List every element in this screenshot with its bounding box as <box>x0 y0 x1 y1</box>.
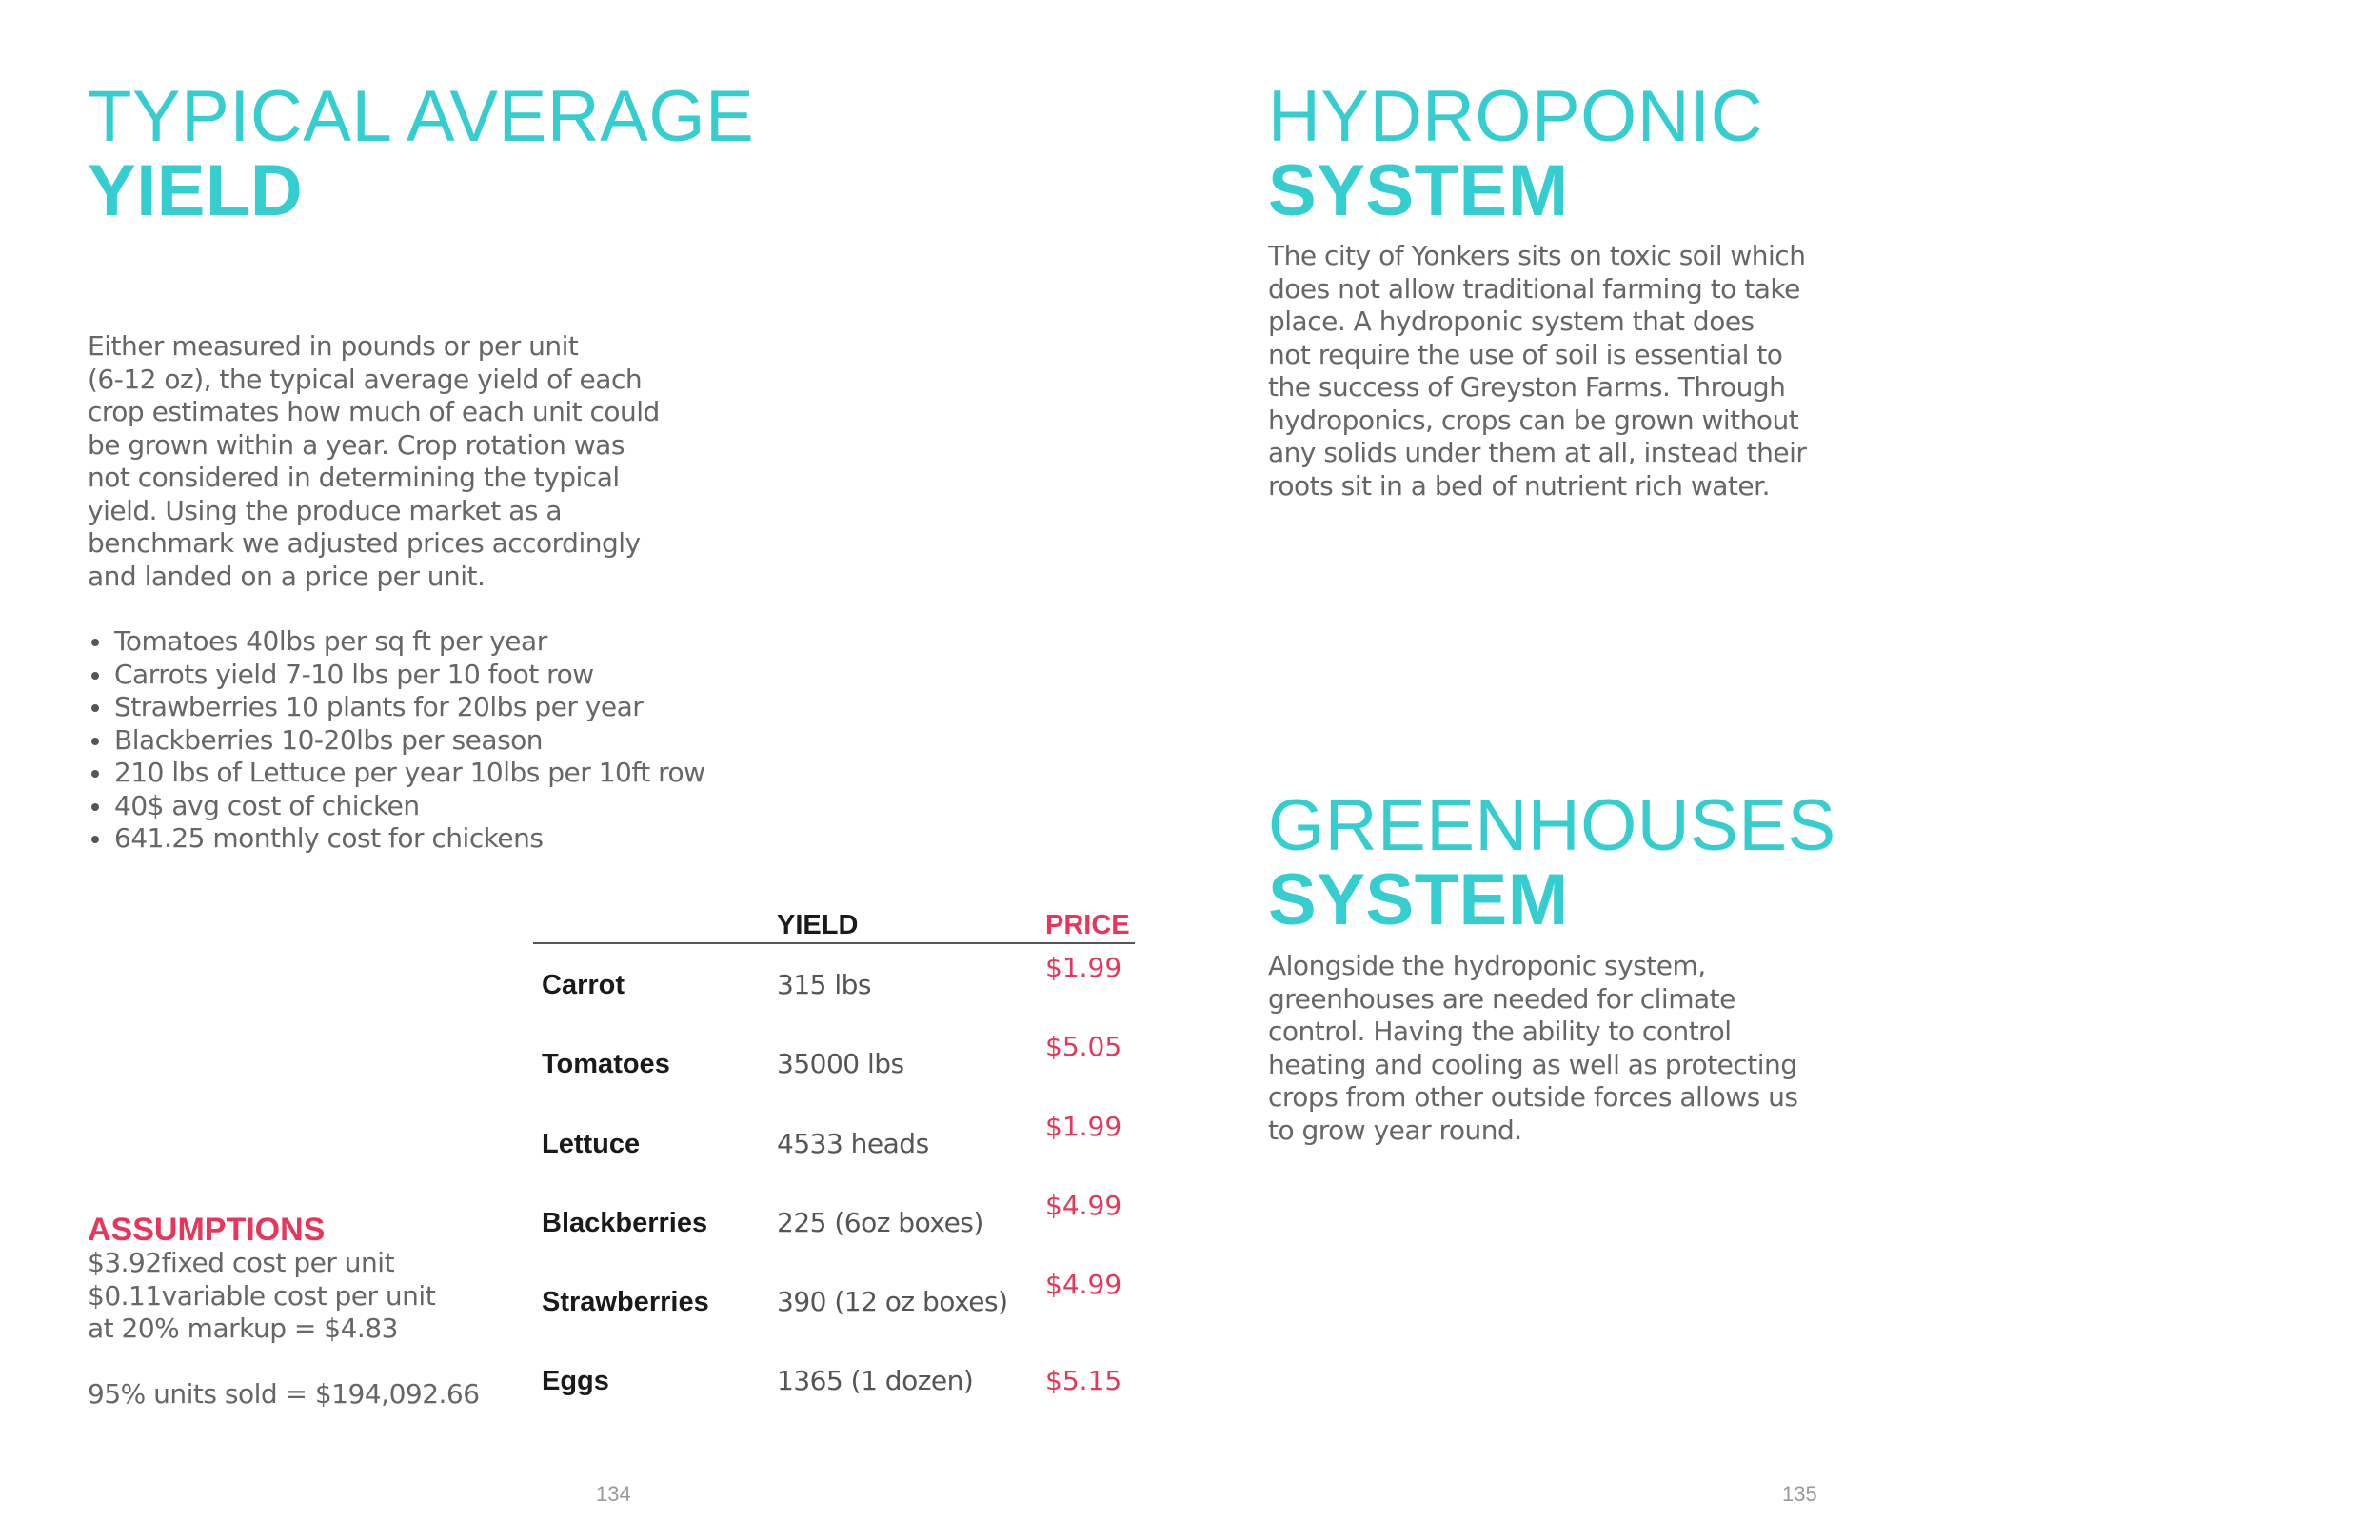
price-column-header: PRICE <box>1045 910 1130 940</box>
yield-cell: 1365 (1 dozen) <box>777 1365 974 1397</box>
crop-cell: Eggs <box>542 1366 609 1397</box>
table-row <box>533 1023 1135 1102</box>
table-row <box>533 1340 1135 1419</box>
hydroponic-paragraph <box>1268 240 1806 503</box>
paragraph-line: control. Having the ability to control <box>1268 1016 1732 1047</box>
assumption-summary: 95% units sold = $194,092.66 <box>88 1378 480 1410</box>
crop-cell: Lettuce <box>542 1128 641 1159</box>
paragraph-line: heating and cooling as well as protecting <box>1268 1048 1797 1080</box>
crop-cell: Blackberries <box>542 1207 708 1238</box>
price-cell: $1.99 <box>1045 1110 1122 1142</box>
yield-cell: 35000 lbs <box>777 1048 904 1080</box>
yield-cell: 390 (12 oz boxes) <box>777 1286 1008 1318</box>
paragraph-line: to grow year round. <box>1268 1114 1522 1146</box>
price-cell: $1.99 <box>1045 952 1122 983</box>
paragraph-line: The city of Yonkers sits on toxic soil which <box>1268 240 1806 271</box>
greenhouses-paragraph <box>1268 950 1797 1147</box>
bullet-item: Tomatoes 40lbs per sq ft per year <box>88 625 705 659</box>
assumption-line: at 20% markup = $4.83 <box>88 1313 398 1344</box>
crop-cell: Tomatoes <box>542 1049 670 1080</box>
intro-line: crop estimates how much of each unit could <box>88 396 660 427</box>
price-cell: $5.05 <box>1045 1031 1122 1063</box>
price-cell: $4.99 <box>1045 1269 1122 1301</box>
bullet-item: 210 lbs of Lettuce per year 10lbs per 10ft row <box>88 757 705 790</box>
yield-price-table <box>533 904 1135 1420</box>
intro-line: yield. Using the produce market as a <box>88 494 562 526</box>
crop-cell: Carrot <box>542 970 625 1000</box>
table-row <box>533 1261 1135 1340</box>
assumption-line: $3.92fixed cost per unit <box>88 1247 395 1278</box>
table-row <box>533 1182 1135 1261</box>
table-row <box>533 1103 1135 1182</box>
page-number-right: 135 <box>1782 1482 1817 1506</box>
yield-column-header: YIELD <box>777 910 859 940</box>
bullet-item: 40$ avg cost of chicken <box>88 790 705 823</box>
intro-line: benchmark we adjusted prices accordingly <box>88 527 641 559</box>
heading-line-2: YIELD <box>88 150 304 231</box>
bullet-item: 641.25 monthly cost for chickens <box>88 822 705 856</box>
heading-line-1: GREENHOUSES <box>1268 785 1836 866</box>
hydroponic-system-heading <box>1268 76 1764 231</box>
bullet-item: Carrots yield 7-10 lbs per 10 foot row <box>88 659 705 692</box>
assumption-line: $0.11variable cost per unit <box>88 1279 436 1312</box>
page-number-left: 134 <box>596 1482 631 1506</box>
paragraph-line: not require the use of soil is essential to <box>1268 338 1783 370</box>
intro-line: not considered in determining the typical <box>88 462 620 493</box>
intro-line: (6-12 oz), the typical average yield of each <box>88 363 643 395</box>
paragraph-line: any solids under them at all, instead their <box>1268 437 1807 468</box>
price-cell: $5.15 <box>1045 1365 1122 1397</box>
paragraph-line: hydroponics, crops can be grown without <box>1268 404 1799 436</box>
bullet-item: Strawberries 10 plants for 20lbs per year <box>88 691 705 724</box>
bullet-item: Blackberries 10-20lbs per season <box>88 724 705 758</box>
heading-line-1: HYDROPONIC <box>1268 76 1764 157</box>
intro-paragraph <box>88 330 660 593</box>
yield-cell: 4533 heads <box>777 1127 929 1159</box>
paragraph-line: place. A hydroponic system that does <box>1268 306 1755 337</box>
paragraph-line: the success of Greyston Farms. Through <box>1268 371 1786 403</box>
heading-line-2: SYSTEM <box>1268 150 1569 231</box>
yield-bullet-list <box>88 625 705 856</box>
right-page <box>1190 0 2380 1540</box>
crop-cell: Strawberries <box>542 1287 709 1318</box>
assumptions-block <box>88 1247 480 1412</box>
intro-line: Either measured in pounds or per unit <box>88 330 579 362</box>
greenhouses-system-heading <box>1268 785 1836 940</box>
price-cell: $4.99 <box>1045 1189 1122 1221</box>
table-row <box>533 944 1135 1023</box>
intro-line: be grown within a year. Crop rotation was <box>88 428 625 461</box>
typical-average-yield-heading <box>88 76 755 231</box>
intro-line: and landed on a price per unit. <box>88 560 486 592</box>
paragraph-line: Alongside the hydroponic system, <box>1268 950 1706 981</box>
assumptions-title: ASSUMPTIONS <box>88 1212 326 1248</box>
yield-cell: 315 lbs <box>777 969 871 1000</box>
yield-cell: 225 (6oz boxes) <box>777 1206 983 1238</box>
table-header <box>533 904 1135 944</box>
paragraph-line: roots sit in a bed of nutrient rich water. <box>1268 469 1770 502</box>
heading-line-2: SYSTEM <box>1268 859 1569 940</box>
paragraph-line: does not allow traditional farming to take <box>1268 272 1800 305</box>
heading-line-1: TYPICAL AVERAGE <box>88 76 755 157</box>
paragraph-line: crops from other outside forces allows us <box>1268 1081 1798 1113</box>
paragraph-line: greenhouses are needed for climate <box>1268 982 1735 1015</box>
